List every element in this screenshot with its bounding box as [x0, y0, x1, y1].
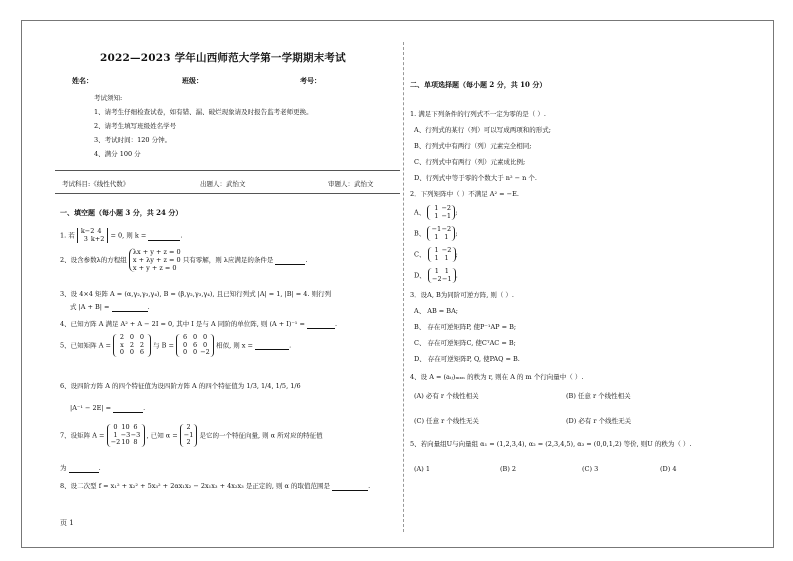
s2-q2-c-matrix [428, 247, 456, 262]
q3-answer-blank[interactable] [112, 303, 148, 312]
reviewer: 审题人：武怡文 [328, 180, 374, 188]
s2-q4-option-a[interactable]: (A) 必有 r 个线性相关 [414, 392, 479, 400]
q5-a-cell: 0 [129, 333, 135, 341]
q6-answer-blank[interactable] [113, 404, 146, 413]
q5-b-cell: 0 [192, 348, 198, 356]
s2-q1-option-d[interactable]: D、行列式中等于零的个数大于 n² − n 个. [414, 174, 537, 182]
s2-q2-b-end: ; [455, 229, 458, 238]
q8-text: 8、设二次型 f = x₁² + x₂² + 5x₃² + 2αx₁x₂ − 2x₁x₃ + 4x₂x₃ 是正定的, 则 α 的取值范围是 [60, 482, 330, 490]
q8-fill [60, 482, 370, 491]
matrix-cell: −1 [441, 211, 452, 220]
q2-pre: 2、设含参数λ的方程组 [60, 256, 127, 264]
q6-line2 [70, 404, 145, 413]
q3-line2 [70, 303, 150, 312]
matrix-cell: −2 [441, 204, 452, 212]
q1-m21: 3 [83, 234, 88, 243]
q3-end: . [147, 303, 150, 311]
divider-bottom [55, 193, 400, 194]
q5-post: 相似, 则 x = [216, 341, 253, 350]
section1-heading: 一、填空题（每小题 3 分，共 24 分） [60, 208, 183, 217]
s2-q4-stem: 4、设 A = (aᵢⱼ)ₘₓₙ 的秩为 r, 则在 A 的 m 个行向量中（ ）. [410, 373, 584, 381]
s2-q2-option-a[interactable] [414, 205, 457, 220]
q7-line2-text: 为 [60, 464, 67, 472]
subject: 考试科目:《线性代数》 [62, 180, 130, 188]
q5-b-cell: 0 [202, 340, 208, 349]
s2-q3-option-b[interactable]: B、 存在可逆矩阵P, 使P⁻¹AP = B; [414, 323, 517, 331]
s2-q2-c-label: C、 [414, 250, 426, 259]
q7-mid: , 已知 α = [146, 431, 178, 440]
q7-post: 是它的一个特征向量, 则 α 所对应的特征值 [199, 431, 323, 440]
s2-q2-c-end: ; [455, 250, 458, 259]
s2-q5-option-c[interactable]: (C) 3 [582, 465, 599, 473]
s2-q4-option-b[interactable]: (B) 任意 r 个线性相关 [566, 392, 631, 400]
q7-fill [60, 424, 323, 447]
q2-eq3: x + y + z = 0 [132, 264, 177, 272]
q7-matrix-a [107, 424, 145, 447]
q5-a-cell: 2 [139, 340, 145, 349]
q1-m12: 4 [97, 227, 102, 235]
q2-fill [60, 248, 308, 272]
q5-mid: 与 B = [153, 341, 174, 350]
s2-q3-stem: 3．设A, B为同阶可逆方阵, 则（ ）. [410, 291, 515, 299]
matrix-cell: 1 [434, 232, 439, 241]
s2-q4-option-d[interactable]: (D) 必有 r 个线性无关 [566, 417, 632, 425]
q5-a-cell: 6 [139, 348, 145, 356]
q5-a-cell: x [120, 340, 124, 349]
s2-q2-a-end: ; [455, 208, 458, 217]
q7-line2 [60, 464, 101, 473]
q4-end: . [335, 320, 338, 328]
s2-q2-a-matrix [427, 204, 458, 220]
s2-q2-d-matrix [428, 268, 456, 283]
s2-q2-a-label: A、 [414, 208, 426, 217]
q5-b-cell: 0 [182, 348, 188, 356]
q8-answer-blank[interactable] [332, 482, 371, 491]
q6-frac-3: 1/5 [275, 382, 287, 390]
s2-q5-option-d[interactable]: (D) 4 [660, 465, 677, 473]
s2-q5-stem: 5、若向量组U与向量组 α₁ = (1,2,3,4), α₂ = (2,3,4,5), α₃ = (0,0,1,2) 等价, 则U 的秩为（ ）. [410, 440, 692, 448]
q1-m22: k+2 [90, 234, 105, 243]
q5-a-cell: 0 [139, 333, 145, 341]
q4-answer-blank[interactable] [307, 320, 338, 329]
matrix-cell: −2 [441, 246, 452, 254]
q2-answer-blank[interactable] [275, 256, 308, 265]
section2-heading: 二、单项选择题（每小题 2 分，共 10 分） [410, 80, 547, 89]
matrix-cell: −1 [442, 274, 452, 283]
s2-q2-option-d[interactable] [414, 268, 458, 283]
q5-a-cell: 2 [129, 340, 135, 349]
q7-a-cell: 0 [113, 423, 118, 431]
notice-title: 考试须知: [94, 94, 123, 102]
q7-v-cell: −1 [183, 430, 194, 439]
s2-q3-option-a[interactable]: A、 AB = BA; [414, 307, 458, 315]
s2-q3-option-c[interactable]: C、 存在可逆矩阵C, 使CᵀAC = B; [414, 339, 516, 347]
q4-fill [60, 320, 337, 329]
s2-q2-option-b[interactable] [414, 226, 458, 241]
q5-end: . [289, 341, 292, 350]
q2-eq2: x + λy + z = 0 [132, 256, 181, 264]
q7-a-cell: −3 [130, 430, 141, 439]
matrix-cell: 1 [434, 253, 439, 262]
q2-post: 只有零解，则 λ应满足的条件是 [182, 256, 274, 264]
q5-a-cell: 2 [119, 333, 125, 341]
setter: 出题人：武怡文 [200, 180, 246, 188]
q1-end: . [180, 231, 183, 240]
exam-title: 2022—2023 学年山西师范大学第一学期期末考试 [100, 52, 346, 64]
q5-b-cell: −2 [200, 348, 210, 356]
q3-line2-text: 式 |A + B| = [70, 303, 110, 311]
q7-vector [180, 424, 198, 447]
s2-q5-option-a[interactable]: (A) 1 [414, 465, 430, 473]
q7-pre: 7、设矩阵 A = [60, 431, 105, 440]
q3-line1: 3、设 4×4 矩阵 A = (α,γ₂,γ₃,γ₄), B = (β,γ₂,γ₃,γ₄), 且已知行列式 |A| = 1, |B| = 4. 则行列 [60, 290, 332, 298]
q4-text: 4、已知方阵 A 满足 A² + A − 2I = 0, 其中 I 是与 A 同阶的单位阵, 则 (A + I)⁻¹ = [60, 320, 305, 328]
divider-top [55, 170, 400, 171]
s2-q1-stem: 1. 满足下列条件的行列式不一定为零的是（ ）. [410, 110, 546, 118]
q7-a-cell: −3 [120, 430, 131, 439]
q7-v-cell: 2 [186, 423, 191, 431]
q6-line1-text: 6、设四阶方阵 A 的四个特征值为设四阶方阵 A 的四个特征值为 [60, 382, 245, 390]
s2-q5-option-b[interactable]: (B) 2 [500, 465, 517, 473]
q7-a-cell: −2 [110, 438, 121, 446]
s2-q3-option-d[interactable]: D、 存在可逆矩阵P, Q, 使PAQ = B. [414, 355, 520, 363]
q5-matrix-b [176, 334, 214, 357]
s2-q2-d-label: D、 [414, 271, 426, 280]
q7-a-cell: 10 [121, 423, 130, 431]
q5-b-cell: 6 [182, 333, 188, 341]
q6-frac-2: 1/4 [260, 382, 272, 390]
q5-fill [60, 334, 291, 357]
q7-answer-blank[interactable] [69, 464, 99, 473]
s2-q4-option-c[interactable]: (C) 任意 r 个线性无关 [414, 417, 479, 425]
q1-answer-blank[interactable] [148, 231, 183, 241]
matrix-cell: −1 [431, 225, 442, 233]
q6-frac-4: 1/6 [290, 382, 301, 390]
s2-q2-b-label: B、 [414, 229, 426, 238]
q6-line2-text: |A⁻¹ − 2E| = [70, 404, 112, 412]
q5-pre: 5、已知矩阵 A = [60, 341, 111, 350]
matrix-cell: 1 [434, 211, 439, 220]
s2-q2-d-end: . [455, 271, 458, 280]
s2-q2-stem: 2．下列矩阵中（ ）不满足 A² = −E. [410, 190, 519, 198]
class-label: 班级： [182, 76, 203, 85]
q5-matrix-a [113, 334, 151, 357]
matrix-cell: −2 [432, 274, 442, 283]
s2-q1-option-c[interactable]: C、行列式中有两行（列）元素成比例; [414, 158, 526, 166]
q7-v-cell: 2 [186, 438, 191, 446]
q7-a-cell: 10 [121, 438, 130, 446]
s2-q2-option-c[interactable] [414, 247, 458, 262]
q7-end: . [98, 464, 101, 472]
q8-end: . [368, 482, 371, 490]
q7-a-cell: 8 [133, 438, 138, 446]
s2-q2-b-matrix [427, 225, 458, 241]
q5-b-cell: 0 [182, 340, 188, 349]
s2-q1-option-a[interactable]: A、行列式的某行（列）可以写成两项和的形式; [414, 126, 551, 134]
q5-answer-blank[interactable] [255, 341, 292, 350]
q7-a-cell: 1 [113, 430, 118, 439]
q2-end: . [305, 256, 308, 264]
q6-end: . [143, 404, 146, 412]
q2-eq1: λx + y + z = 0 [132, 248, 181, 256]
matrix-cell: 1 [434, 246, 439, 254]
q1-post: = 0, 则 k = [110, 231, 147, 240]
name-label: 姓名： [72, 76, 93, 85]
matrix-cell: 1 [444, 267, 449, 275]
q6-frac-1: 1/3 [246, 382, 257, 390]
q6-line1: 6、设四阶方阵 A 的四个特征值为设四阶方阵 A 的四个特征值为 1/3, 1/4, 1/5, 1/6 [60, 382, 301, 390]
q1-determinant [77, 228, 109, 243]
q2-equation-system [129, 248, 181, 272]
s2-q1-option-b[interactable]: B、行列式中有两行（列）元素完全相同; [414, 142, 532, 150]
matrix-cell: 1 [434, 267, 439, 275]
q7-a-cell: 6 [133, 423, 138, 431]
q1-pre: 1. 若 [60, 231, 75, 240]
notice-1: 1、请考生仔细检查试卷，如有错、漏、破烂现象请及时报告监考老师更换。 [94, 108, 313, 116]
q5-b-cell: 0 [202, 333, 208, 341]
q1-m11: k−2 [80, 227, 95, 235]
notice-3: 3、考试时间：120 分钟。 [94, 136, 172, 144]
id-label: 考号： [300, 76, 321, 85]
q1-fill [60, 228, 182, 243]
q5-a-cell: 0 [129, 348, 135, 356]
q5-b-cell: 0 [192, 333, 198, 341]
column-divider [403, 42, 404, 532]
q5-b-cell: 6 [192, 340, 198, 349]
matrix-cell: 1 [434, 204, 439, 212]
matrix-cell: 1 [444, 253, 449, 262]
page-number: 页 1 [60, 519, 74, 527]
notice-4: 4、满分 100 分 [94, 150, 141, 158]
matrix-cell: −2 [441, 225, 452, 233]
matrix-cell: 1 [444, 232, 449, 241]
q5-a-cell: 0 [119, 348, 125, 356]
notice-2: 2、请考生填写班级姓名学号 [94, 122, 177, 130]
